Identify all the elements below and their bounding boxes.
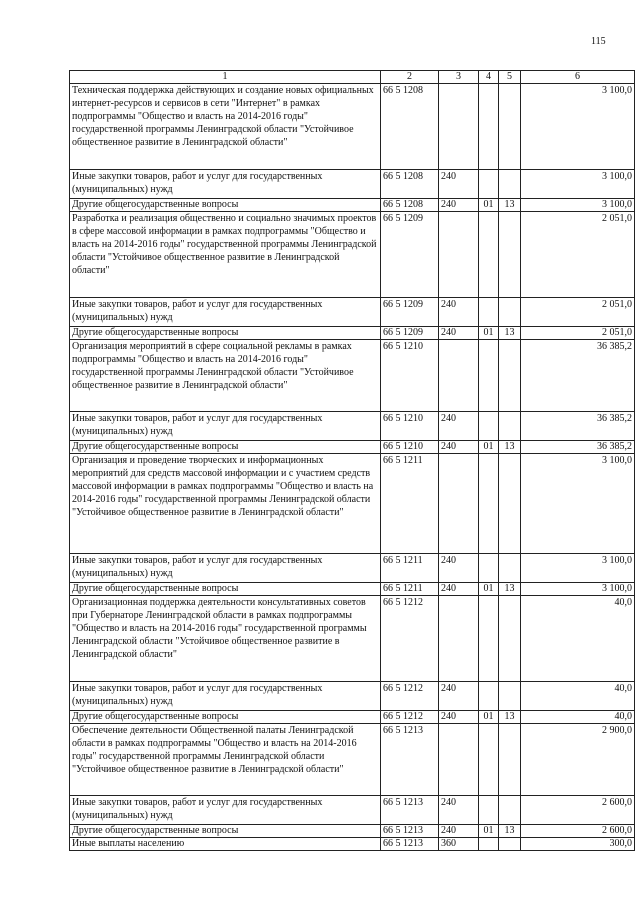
table-row [70, 724, 635, 796]
row-vr: 240 [439, 825, 479, 838]
row-code: 66 5 1210 [381, 441, 439, 454]
table-row [70, 838, 635, 851]
row-rz [479, 212, 499, 298]
row-name: Другие общегосударственные вопросы [70, 825, 381, 838]
row-vr: 240 [439, 682, 479, 711]
budget-table [69, 70, 635, 851]
row-vr: 360 [439, 838, 479, 851]
header-cell-2: 2 [381, 71, 439, 84]
row-vr: 240 [439, 412, 479, 441]
row-pr [499, 724, 521, 796]
row-rz [479, 682, 499, 711]
row-sum: 3 100,0 [521, 454, 635, 554]
row-code: 66 5 1208 [381, 170, 439, 199]
row-sum: 40,0 [521, 596, 635, 682]
row-name: Иные закупки товаров, работ и услуг для государственных (муниципальных) нужд [70, 298, 381, 327]
row-rz [479, 724, 499, 796]
row-code: 66 5 1213 [381, 796, 439, 825]
row-sum: 2 051,0 [521, 212, 635, 298]
row-name: Иные закупки товаров, работ и услуг для государственных (муниципальных) нужд [70, 412, 381, 441]
row-name: Разработка и реализация общественно и социально значимых проектов в сфере массовой информации в рамках подпрограммы "Общество и власть на 2014-2016 годы" государственной программы Ленинградской области "Устойчивое общественное развитие в Ленинградской области" [70, 212, 381, 298]
row-rz [479, 554, 499, 583]
row-vr: 240 [439, 327, 479, 340]
row-vr: 240 [439, 199, 479, 212]
row-pr [499, 340, 521, 412]
table-row [70, 327, 635, 340]
row-sum: 40,0 [521, 682, 635, 711]
row-sum: 3 100,0 [521, 170, 635, 199]
table-row [70, 412, 635, 441]
row-pr: 13 [499, 199, 521, 212]
row-vr [439, 84, 479, 170]
row-name: Техническая поддержка действующих и создание новых официальных интернет-ресурсов и сервисов в сети "Интернет" в рамках подпрограммы "Общество и власть на 2014-2016 годы" государственной программы Ленинградской области "Устойчивое общественное развитие в Ленинградской области" [70, 84, 381, 170]
row-pr [499, 838, 521, 851]
row-code: 66 5 1211 [381, 454, 439, 554]
row-pr: 13 [499, 711, 521, 724]
table-row [70, 199, 635, 212]
row-rz: 01 [479, 327, 499, 340]
row-pr [499, 84, 521, 170]
row-vr [439, 340, 479, 412]
row-code: 66 5 1212 [381, 596, 439, 682]
row-sum: 2 600,0 [521, 825, 635, 838]
row-sum: 40,0 [521, 711, 635, 724]
row-code: 66 5 1213 [381, 838, 439, 851]
table-row [70, 554, 635, 583]
row-sum: 36 385,2 [521, 441, 635, 454]
row-pr [499, 412, 521, 441]
table-row [70, 170, 635, 199]
row-code: 66 5 1209 [381, 327, 439, 340]
table-row [70, 454, 635, 554]
row-pr [499, 454, 521, 554]
row-rz: 01 [479, 825, 499, 838]
row-pr [499, 170, 521, 199]
row-sum: 2 051,0 [521, 327, 635, 340]
row-pr: 13 [499, 327, 521, 340]
row-rz [479, 596, 499, 682]
table-row [70, 596, 635, 682]
table-row [70, 340, 635, 412]
row-vr: 240 [439, 554, 479, 583]
page-number: 115 [591, 36, 606, 47]
row-name: Иные закупки товаров, работ и услуг для государственных (муниципальных) нужд [70, 682, 381, 711]
row-vr: 240 [439, 298, 479, 327]
row-vr [439, 596, 479, 682]
row-pr: 13 [499, 441, 521, 454]
row-rz [479, 298, 499, 327]
row-code: 66 5 1211 [381, 554, 439, 583]
row-rz: 01 [479, 711, 499, 724]
row-pr: 13 [499, 825, 521, 838]
row-sum: 300,0 [521, 838, 635, 851]
row-pr [499, 554, 521, 583]
row-name: Другие общегосударственные вопросы [70, 711, 381, 724]
row-code: 66 5 1210 [381, 340, 439, 412]
header-cell-3: 3 [439, 71, 479, 84]
row-vr: 240 [439, 583, 479, 596]
row-sum: 36 385,2 [521, 412, 635, 441]
row-pr [499, 298, 521, 327]
row-vr [439, 212, 479, 298]
row-name: Другие общегосударственные вопросы [70, 441, 381, 454]
row-rz [479, 84, 499, 170]
header-cell-1: 1 [70, 71, 381, 84]
row-pr [499, 796, 521, 825]
table-row [70, 682, 635, 711]
row-sum: 36 385,2 [521, 340, 635, 412]
row-rz [479, 796, 499, 825]
table-row [70, 212, 635, 298]
row-code: 66 5 1209 [381, 212, 439, 298]
row-code: 66 5 1213 [381, 825, 439, 838]
table-row [70, 583, 635, 596]
table-row [70, 796, 635, 825]
row-pr [499, 596, 521, 682]
row-name: Организация мероприятий в сфере социальной рекламы в рамках подпрограммы "Общество и власть на 2014-2016 годы" государственной программы Ленинградской области "Устойчивое общественное развитие в Ленинградской области" [70, 340, 381, 412]
row-name: Иные закупки товаров, работ и услуг для государственных (муниципальных) нужд [70, 170, 381, 199]
row-code: 66 5 1212 [381, 682, 439, 711]
table-row [70, 825, 635, 838]
table-row [70, 298, 635, 327]
row-vr: 240 [439, 796, 479, 825]
row-rz: 01 [479, 583, 499, 596]
row-pr [499, 682, 521, 711]
row-sum: 2 900,0 [521, 724, 635, 796]
row-name: Организационная поддержка деятельности консультативных советов при Губернаторе Ленинградской области в рамках подпрограммы "Общество и власть на 2014-2016 годы" государственной программы Ленинградской области "Устойчивое общественное развитие в Ленинградской области" [70, 596, 381, 682]
row-code: 66 5 1213 [381, 724, 439, 796]
row-pr: 13 [499, 583, 521, 596]
row-rz [479, 838, 499, 851]
row-sum: 2 600,0 [521, 796, 635, 825]
row-rz [479, 340, 499, 412]
row-rz [479, 412, 499, 441]
table-row [70, 84, 635, 170]
row-name: Другие общегосударственные вопросы [70, 583, 381, 596]
row-name: Обеспечение деятельности Общественной палаты Ленинградской области в рамках подпрограммы "Общество и власть на 2014-2016 годы" государственной программы Ленинградской области "Устойчивое общественное развитие в Ленинградской области" [70, 724, 381, 796]
row-sum: 2 051,0 [521, 298, 635, 327]
row-name: Иные закупки товаров, работ и услуг для государственных (муниципальных) нужд [70, 554, 381, 583]
header-cell-6: 6 [521, 71, 635, 84]
row-code: 66 5 1208 [381, 199, 439, 212]
row-name: Иные выплаты населению [70, 838, 381, 851]
header-cell-5: 5 [499, 71, 521, 84]
row-name: Другие общегосударственные вопросы [70, 327, 381, 340]
row-name: Организация и проведение творческих и информационных мероприятий для средств массовой информации и с участием средств массовой информации в рамках подпрограммы "Общество и власть на 2014-2016 годы" государственной программы Ленинградской области "Устойчивое общественное развитие в Ленинградской области" [70, 454, 381, 554]
row-rz: 01 [479, 199, 499, 212]
row-vr [439, 454, 479, 554]
row-code: 66 5 1209 [381, 298, 439, 327]
row-rz: 01 [479, 441, 499, 454]
row-vr: 240 [439, 170, 479, 199]
row-sum: 3 100,0 [521, 554, 635, 583]
row-code: 66 5 1208 [381, 84, 439, 170]
header-cell-4: 4 [479, 71, 499, 84]
row-sum: 3 100,0 [521, 84, 635, 170]
row-sum: 3 100,0 [521, 199, 635, 212]
row-rz [479, 454, 499, 554]
table-row [70, 441, 635, 454]
row-vr: 240 [439, 711, 479, 724]
table-row [70, 711, 635, 724]
row-code: 66 5 1210 [381, 412, 439, 441]
row-vr: 240 [439, 441, 479, 454]
row-vr [439, 724, 479, 796]
row-sum: 3 100,0 [521, 583, 635, 596]
row-code: 66 5 1211 [381, 583, 439, 596]
row-rz [479, 170, 499, 199]
row-pr [499, 212, 521, 298]
row-name: Другие общегосударственные вопросы [70, 199, 381, 212]
row-code: 66 5 1212 [381, 711, 439, 724]
row-name: Иные закупки товаров, работ и услуг для государственных (муниципальных) нужд [70, 796, 381, 825]
table-header-row [70, 71, 635, 84]
